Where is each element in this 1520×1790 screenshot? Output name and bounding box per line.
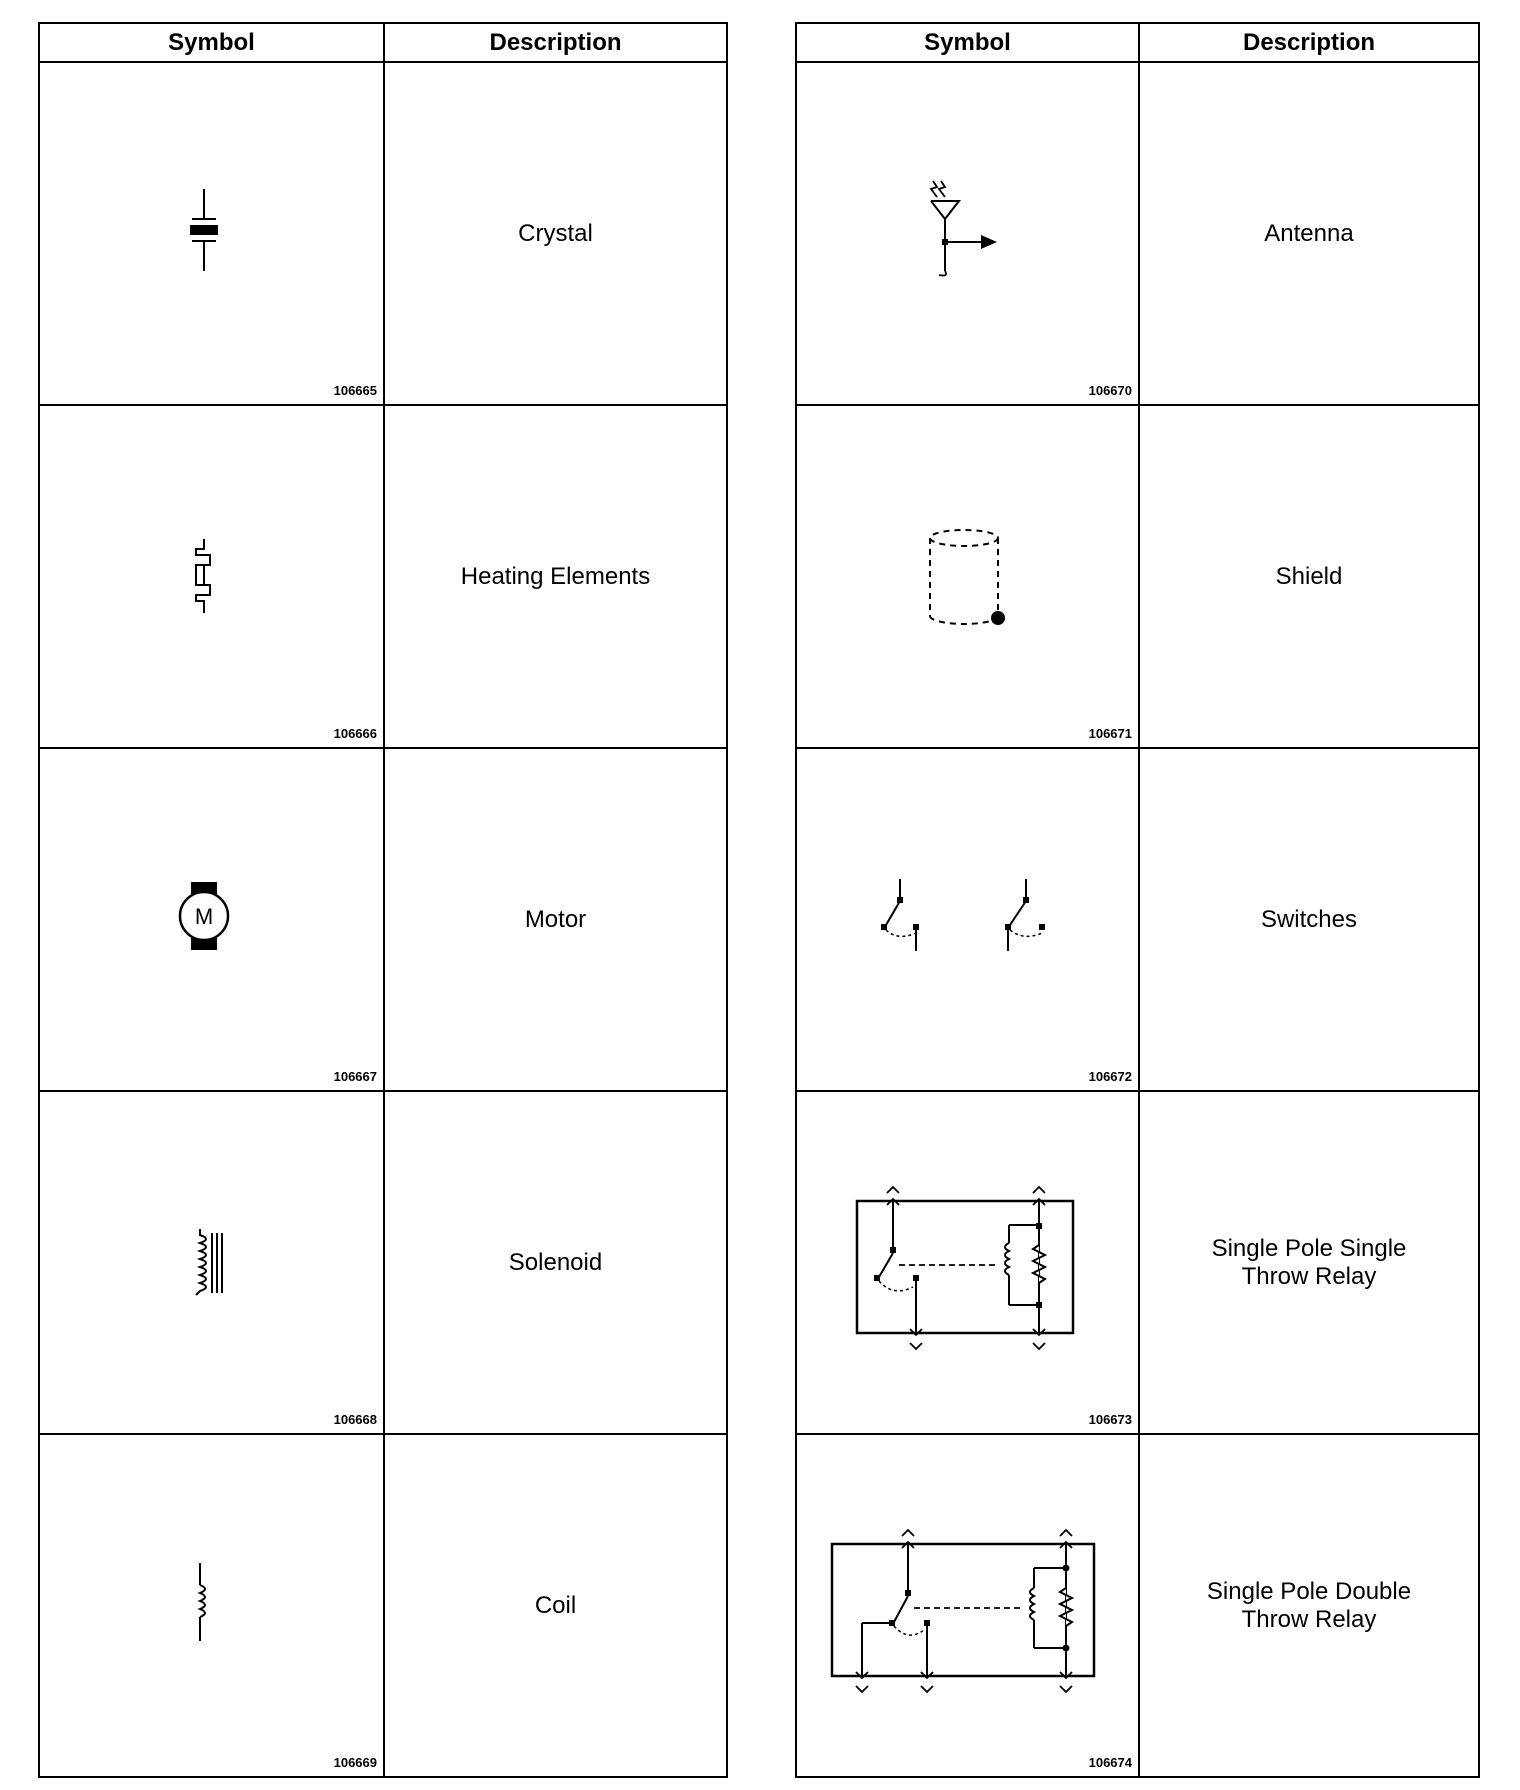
table-row	[39, 62, 727, 405]
description-cell	[1139, 1434, 1479, 1777]
spst-relay-icon	[849, 1183, 1079, 1343]
table-row	[39, 1091, 727, 1434]
heating-element-icon	[174, 537, 234, 617]
table-row	[796, 748, 1479, 1091]
description-cell: Crystal	[384, 62, 727, 405]
symbol-cell	[796, 405, 1139, 748]
figure-number: 106666	[333, 726, 377, 741]
symbol-cell	[39, 405, 384, 748]
figure-number: 106665	[333, 383, 377, 398]
description-cell: Shield	[1139, 405, 1479, 748]
crystal-icon	[174, 187, 234, 277]
symbol-cell	[39, 62, 384, 405]
description-line: Single Pole Double	[1206, 1577, 1412, 1605]
table-row	[796, 62, 1479, 405]
figure-number: 106673	[1088, 1412, 1132, 1427]
table-header-row	[39, 23, 727, 62]
description-column-header: Description	[1139, 23, 1479, 62]
symbols-table-right	[795, 22, 1480, 1778]
description-cell	[1139, 1091, 1479, 1434]
description-cell: Coil	[384, 1434, 727, 1777]
figure-number: 106668	[333, 1412, 377, 1427]
symbol-cell	[39, 748, 384, 1091]
solenoid-icon	[178, 1223, 238, 1303]
description-cell: Antenna	[1139, 62, 1479, 405]
table-header-row	[796, 23, 1479, 62]
description-cell: Motor	[384, 748, 727, 1091]
antenna-icon	[909, 175, 1019, 285]
switches-icon	[874, 875, 1054, 965]
figure-number: 106672	[1088, 1069, 1132, 1084]
symbol-cell	[796, 1434, 1139, 1777]
shield-icon	[914, 522, 1014, 632]
description-cell: Heating Elements	[384, 405, 727, 748]
symbol-cell	[39, 1091, 384, 1434]
symbols-table-left	[38, 22, 728, 1778]
symbol-cell	[796, 1091, 1139, 1434]
table-row	[39, 405, 727, 748]
description-cell: Solenoid	[384, 1091, 727, 1434]
symbol-column-header: Symbol	[39, 23, 384, 62]
table-row	[796, 1434, 1479, 1777]
table-row	[39, 1434, 727, 1777]
table-row	[39, 748, 727, 1091]
description-line: Single Pole Single	[1211, 1234, 1407, 1262]
description-cell: Switches	[1139, 748, 1479, 1091]
table-row	[796, 405, 1479, 748]
symbol-cell	[796, 748, 1139, 1091]
table-row	[796, 1091, 1479, 1434]
spdt-relay-icon	[824, 1526, 1104, 1686]
description-line: Throw Relay	[1241, 1605, 1377, 1633]
motor-icon	[169, 876, 239, 956]
coil-icon	[174, 1561, 234, 1643]
symbol-column-header: Symbol	[796, 23, 1139, 62]
figure-number: 106667	[333, 1069, 377, 1084]
symbol-cell	[796, 62, 1139, 405]
figure-number: 106671	[1088, 726, 1132, 741]
description-column-header: Description	[384, 23, 727, 62]
description-line: Throw Relay	[1241, 1262, 1377, 1290]
figure-number: 106674	[1088, 1755, 1132, 1770]
figure-number: 106669	[333, 1755, 377, 1770]
motor-label: M	[194, 903, 213, 929]
figure-number: 106670	[1088, 383, 1132, 398]
symbol-cell	[39, 1434, 384, 1777]
